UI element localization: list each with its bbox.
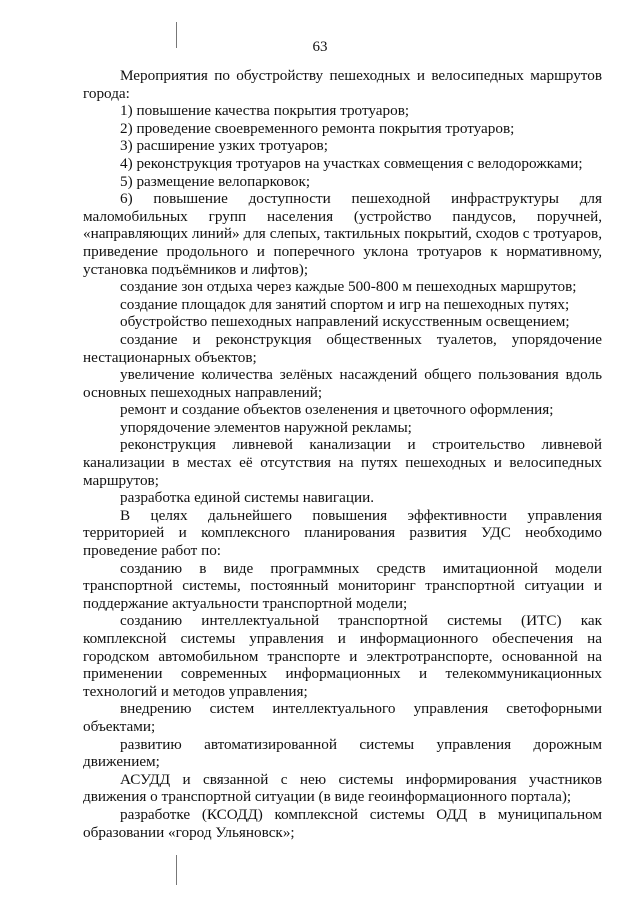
list-item: реконструкция ливневой канализации и строительство ливневой канализации в местах её отсутствия на путях пешеходных и велосипедных маршрутов; [83, 436, 602, 489]
list-item: 3) расширение узких тротуаров; [120, 137, 328, 155]
document-body [83, 67, 602, 841]
list-item: создание площадок для занятий спортом и игр на пешеходных путях; [120, 295, 570, 313]
scan-mark [176, 22, 177, 48]
paragraph: Мероприятия по обустройству пешеходных и велосипедных маршрутов города: [83, 67, 602, 102]
list-item: 1) повышение качества покрытия тротуаров; [120, 102, 410, 120]
scan-mark [176, 855, 177, 885]
list-item: АСУДД и связанной с нею системы информирования участников движения о транспортной ситуации (в виде геоинформационного портала); [83, 770, 602, 806]
list-item: разработке (КСОДД) комплексной системы ОДД в муниципальном образовании «город Ульяновск»; [83, 805, 602, 841]
page-number: 63 [312, 39, 328, 55]
list-item: внедрению систем интеллектуального управления светофорными объектами; [83, 700, 602, 735]
list-item: 4) реконструкция тротуаров на участках совмещения с велодорожками; [120, 154, 583, 172]
list-item: развитию автоматизированной системы управления дорожным движением; [83, 735, 602, 771]
list-item: созданию в виде программных средств имитационной модели транспортной системы, постоянный мониторинг транспортной ситуации и поддержание актуальности транспортной модели; [83, 559, 602, 612]
list-item: создание зон отдыха через каждые 500-800 м пешеходных маршрутов; [120, 278, 577, 296]
list-item: 5) размещение велопарковок; [120, 172, 311, 190]
list-item: созданию интеллектуальной транспортной системы (ИТС) как комплексной системы управления и информационного обеспечения на городском автомобильном транспорте и электротранспорте, основанной на применении современных информационных и телекоммуникационных технологий и методов управления; [83, 612, 602, 700]
list-item: разработка единой системы навигации. [120, 489, 375, 507]
list-item: упорядочение элементов наружной рекламы; [120, 418, 412, 436]
list-item: увеличение количества зелёных насаждений общего пользования вдоль основных пешеходных направлений; [83, 366, 602, 401]
list-item: обустройство пешеходных направлений искусственным освещением; [120, 313, 570, 331]
list-item: создание и реконструкция общественных туалетов, упорядочение нестационарных объектов; [83, 330, 602, 366]
list-item: ремонт и создание объектов озеленения и цветочного оформления; [120, 401, 554, 419]
list-item: 2) проведение своевременного ремонта покрытия тротуаров; [120, 119, 515, 137]
paragraph: В целях дальнейшего повышения эффективности управления территорией и комплексного планирования развития УДС необходимо проведение работ по: [83, 506, 602, 560]
list-item: 6) повышение доступности пешеходной инфраструктуры для маломобильных групп населения (устройство пандусов, поручней, «направляющих линий» для слепых, тактильных покрытий, сходов с тротуаров, приведение продольного и поперечного уклона тротуаров к нормативному, установка подъёмников и лифтов); [83, 190, 602, 278]
